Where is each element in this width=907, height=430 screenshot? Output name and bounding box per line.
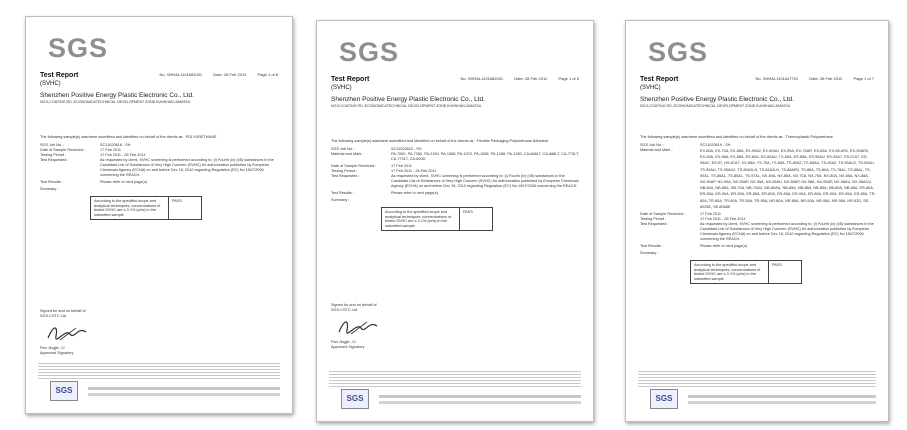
report-date: Date: 28 Feb 2012 bbox=[514, 76, 548, 81]
info-row bbox=[640, 222, 876, 242]
signed-for: Signed for and on behalf of bbox=[331, 303, 377, 307]
company-address: NO.5,COATING RD.,ECONOMIC&TECHNICAL DEVELOPMENT ZONE,KUNSHAN,JIANGSU bbox=[40, 100, 191, 104]
fine-print bbox=[638, 371, 876, 389]
row-value: SC11020819 - SH bbox=[700, 143, 731, 147]
page-footer bbox=[329, 371, 581, 413]
summary-box bbox=[690, 260, 802, 284]
info-row bbox=[331, 191, 581, 196]
signer-title: Approved Signatory bbox=[40, 351, 74, 355]
summary-box bbox=[90, 196, 202, 220]
row-value: As requested by client, SVHC screening is performed according to: (i) Fourth (iv) (45) substances in the Candidate List of Substances of Very High Concern (SVHC) for authorization published by European Chemicals Agency (ECHA) on and before Dec 15, 2010 regarding Regulation (EC) No 1907/2006 concerning the REACH. bbox=[700, 222, 874, 242]
signature-mark bbox=[337, 316, 379, 336]
report-header bbox=[40, 72, 278, 104]
signed-org: SGS-CSTC Ltd. bbox=[40, 314, 68, 318]
summary-box bbox=[381, 207, 493, 231]
company-address: NO.5,COATING RD.,ECONOMIC&TECHNICAL DEVELOPMENT ZONE,KUNSHAN,JIANGSU bbox=[640, 104, 791, 108]
row-label: Test Results : bbox=[640, 244, 663, 249]
row-value: 17 Feb 2011 bbox=[100, 148, 122, 152]
intro-text: The following sample(s) was/were submitted and identified on behalf of the clients as : POLYURETHANE bbox=[40, 135, 217, 139]
report-page: Page 1 of 6 bbox=[558, 76, 579, 81]
row-value: As requested by client, SVHC screening is performed according to: (i) Fourth (iv) (45) substances in the Candidate List of Substances of Very High Concern (SVHC) for authorization published by European Chemicals Agency (ECHA) on and before Dec 15, 2010 regarding Regulation (EC) No 1907/2006 concerning the REACH. bbox=[391, 174, 579, 188]
row-value: EX-80A, EX-70A, EX-85A, EX-90A2, EX-90AU, EX-95A, EX-75AR, EX-85A, EX-85 AR2, EX-90AR2, EX-90A, EX-98A, EX-85A, ES-60A, ES-60AU, TX-80A, ES-85A, ES-90AU, ES-95A7, ES-97A7, ES-95AC, ES-97, HS-87A7, HY-85A, TS-75A, TS-85A, TS-80A2, TS-85AU, TS-90A2, TS-95AU2, TS-90AU, TS-90AU, TS-95AU2, TS-80A2LN, TS-82A2LN, TS-88AR0, TS-88A, TS-80A, TS-78AL, TS-88AL, TS-90AL, TS-85AL, TS-85AL, TS-97AL, NX-80A, NX-85A, NX-70A, NX-75A, NX-80A, NX-85A, NX-88A, NX-90AP, NX-90A, NX-95AP, NX-95A, NX-95AU, NX-98AP, NX-98A, NX-95AP, NX-98AU, NX-98ACU, NB-80A, NB-85A, NB-70A, NB-70AU, NB-80AU, NB-85A, NB-88A, NB-85A, NB-80A, NB-85A, ER-80A, ER-85A, ER-90A, ER-95A, ER-85A, ER-80A, ER-85A, ER-90A, ER-85A, ER-90A, ER-95A, ER-85A, TR-80A, TR-85A, TR-90A, TR-95A, TR-95A, NR-80A, NR-85A, NR-90A, NR-95A, NR-98A, NR-62D, SE-6026E, SE-6068E bbox=[700, 149, 876, 209]
row-label: Test Requested : bbox=[40, 158, 69, 162]
row-label: Date of Sample Received : bbox=[331, 164, 377, 168]
row-label: SGS Job No. : bbox=[640, 143, 665, 147]
intro-text: The following sample(s) was/were submitted and identified on behalf of the clients as : Thermoplastic Polyurethane bbox=[640, 135, 833, 139]
footer-address-line bbox=[88, 393, 280, 396]
row-label: Testing Period : bbox=[640, 217, 667, 222]
footer-logo: SGS bbox=[50, 381, 78, 401]
row-label: Summary : bbox=[40, 187, 59, 191]
row-value: Please refer to next page(s). bbox=[391, 191, 439, 195]
report-number: No. SHHAL1101681001 bbox=[159, 72, 203, 77]
signed-org: SGS-CSTC Ltd. bbox=[331, 308, 359, 312]
info-row bbox=[331, 174, 581, 189]
row-value: 17 Feb 2011 bbox=[391, 164, 413, 168]
footer-address-line bbox=[88, 387, 280, 390]
row-label: Test Results : bbox=[40, 180, 63, 184]
row-value bbox=[391, 198, 581, 203]
row-label: Summary : bbox=[331, 198, 350, 202]
row-value: 17 Feb 2011 bbox=[700, 212, 722, 217]
summary-result: PASS bbox=[463, 210, 473, 214]
company-name: Shenzhen Positive Energy Plastic Electronic Co., Ltd. bbox=[40, 92, 194, 99]
report-body bbox=[331, 139, 581, 231]
fine-print bbox=[329, 371, 581, 389]
page-footer bbox=[638, 371, 876, 413]
row-label: Test Requested : bbox=[331, 174, 360, 178]
info-row bbox=[40, 158, 280, 178]
sgs-logo: SGS bbox=[339, 37, 400, 67]
footer-address-line bbox=[688, 395, 876, 398]
footer-logo: SGS bbox=[341, 389, 369, 409]
sgs-logo: SGS bbox=[48, 33, 109, 63]
summary-text: According to the specified scope and analytical techniques, concentrations of tested SVHC are ≤ 0.1% (w/w) in the submitted sample. bbox=[691, 261, 769, 283]
info-row bbox=[640, 148, 876, 210]
summary-result: PASS bbox=[772, 263, 782, 268]
company-address: NO.5,COATING RD.,ECONOMIC&TECHNICAL DEVELOPMENT ZONE,KUNSHAN,JIANGSU bbox=[331, 104, 482, 108]
row-value: SC11020820 - SH bbox=[391, 147, 422, 151]
footer-address-line bbox=[688, 401, 876, 404]
signature-block bbox=[40, 309, 88, 356]
row-value bbox=[100, 187, 280, 192]
row-value: Please refer to next page(s). bbox=[700, 244, 748, 249]
row-value: PA-7060, PA-7260, PA-2160, PA-1068, PA-1070, PA-1068, PA-1268, PA-1280, CA-668LT, CA-668LT, CA-770LT, CA-770LT, CA-600D bbox=[391, 152, 579, 161]
signer-name: Pan Jingjie, JJ bbox=[331, 340, 356, 344]
report-number: No. SHHAL1101647701 bbox=[755, 76, 799, 81]
row-value: 17 Feb 2011 - 28 Feb 2011 bbox=[700, 217, 746, 222]
report-title: Test Report bbox=[640, 76, 679, 83]
row-value bbox=[700, 251, 876, 256]
report-date: Date: 28 Feb 2012 bbox=[213, 72, 247, 77]
row-value: 17 Feb 2011 - 28 Feb 2011 bbox=[100, 153, 146, 157]
row-label: Testing Period : bbox=[40, 153, 67, 157]
company-name: Shenzhen Positive Energy Plastic Electronic Co., Ltd. bbox=[331, 96, 485, 103]
report-page: Page 1 of 7 bbox=[853, 76, 874, 81]
row-label: Date of Sample Received : bbox=[640, 212, 686, 217]
signer-name: Pan Jingjie, JJ bbox=[40, 346, 65, 350]
row-label: SGS Job No. : bbox=[331, 147, 356, 151]
certificate-page-1 bbox=[25, 16, 293, 414]
row-label: Material and Mark : bbox=[640, 148, 673, 152]
row-label: Test Requested : bbox=[640, 222, 669, 227]
row-label: Test Results : bbox=[331, 191, 354, 195]
row-value: As requested by client, SVHC screening is performed according to: (i) Fourth (iv) (45) substances in the Candidate List of Substances of Very High Concern (SVHC) for authorization published by European Chemicals Agency (ECHA) on and before Dec 15, 2010 regarding Regulation (EC) No 1907/2006 concerning the REACH. bbox=[100, 158, 274, 177]
fine-print bbox=[38, 363, 280, 381]
row-value: SC11020818 - SH bbox=[100, 143, 131, 147]
row-label: Material and Mark : bbox=[331, 152, 364, 156]
certificate-page-2 bbox=[316, 20, 594, 422]
summary-text: According to the specified scope and analytical techniques, concentrations of tested SVHC are ≤ 0.1% (w/w) in the submitted sample. bbox=[382, 208, 460, 230]
report-number: No. SHHAL1101682001 bbox=[460, 76, 504, 81]
row-value: Please refer to next page(s). bbox=[100, 180, 148, 184]
report-date: Date: 28 Feb 2012 bbox=[809, 76, 843, 81]
info-row bbox=[40, 187, 280, 192]
row-label: Date of Sample Received : bbox=[40, 148, 86, 152]
info-row bbox=[640, 244, 876, 249]
report-body bbox=[640, 135, 876, 284]
info-row bbox=[40, 180, 280, 185]
row-label: Testing Period : bbox=[331, 169, 358, 173]
report-meta bbox=[150, 72, 278, 77]
report-title: Test Report bbox=[331, 76, 370, 83]
footer-address-line bbox=[379, 395, 581, 398]
report-header bbox=[331, 76, 579, 108]
signature-mark bbox=[46, 322, 88, 342]
info-row bbox=[331, 198, 581, 203]
report-meta bbox=[451, 76, 579, 81]
report-meta bbox=[746, 76, 874, 81]
footer-address-line bbox=[379, 401, 581, 404]
signer-title: Approved Signatory bbox=[331, 345, 365, 349]
company-name: Shenzhen Positive Energy Plastic Electronic Co., Ltd. bbox=[640, 96, 794, 103]
report-body bbox=[40, 135, 280, 220]
row-value: 17 Feb 2011 - 28 Feb 2011 bbox=[391, 169, 437, 173]
report-title: Test Report bbox=[40, 72, 79, 79]
row-label: Summary : bbox=[640, 251, 659, 256]
sgs-logo: SGS bbox=[648, 37, 709, 67]
row-label: SGS Job No. : bbox=[40, 143, 65, 147]
report-subtitle: (SVHC) bbox=[331, 85, 352, 91]
certificate-page-3 bbox=[625, 20, 889, 422]
report-page: Page 1 of 6 bbox=[257, 72, 278, 77]
info-row bbox=[331, 152, 581, 162]
report-subtitle: (SVHC) bbox=[640, 85, 661, 91]
summary-text: According to the specified scope and analytical techniques, concentrations of tested SVHC are ≤ 0.1% (w/w) in the submitted sample. bbox=[91, 197, 169, 219]
report-header bbox=[640, 76, 874, 108]
summary-result: PASS bbox=[172, 199, 182, 203]
intro-text: The following sample(s) was/were submitted and identified on behalf of the clients as : Flexible Packaging Polyurethane Adhesive bbox=[331, 139, 549, 143]
signed-for: Signed for and on behalf of bbox=[40, 309, 86, 313]
footer-logo: SGS bbox=[650, 389, 678, 409]
signature-block bbox=[331, 303, 379, 350]
info-row bbox=[640, 251, 876, 256]
report-subtitle: (SVHC) bbox=[40, 81, 61, 87]
page-footer bbox=[38, 363, 280, 405]
